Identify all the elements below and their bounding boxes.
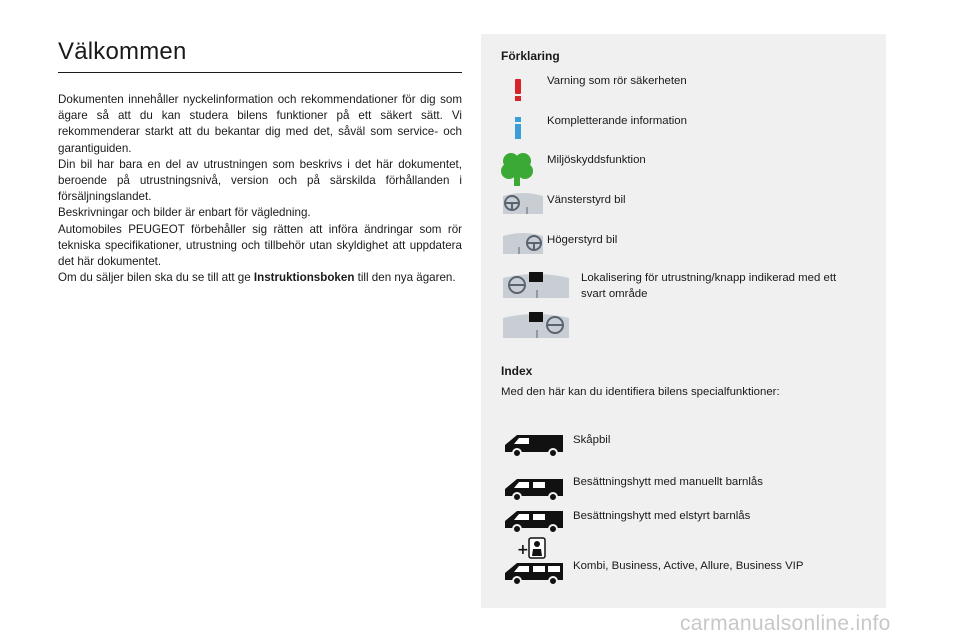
paragraph: Din bil har bara en del av utrustningen som beskrivs i det här dokumentet, beroende på utrustningsnivå, version och på särskilda förhållanden i försäljningslandet. (58, 157, 462, 204)
intro-text (58, 92, 462, 286)
index-label: Besättningshytt med manuellt barnlås (573, 476, 763, 488)
info-icon (511, 116, 525, 140)
legend-heading: Förklaring (501, 49, 560, 63)
left-hand-drive-icon (501, 192, 545, 218)
tree-icon (501, 151, 533, 187)
manual-name: Instruktionsboken (253, 271, 355, 285)
svg-text:+: + (517, 542, 529, 558)
panel-van-icon (503, 432, 565, 458)
exclamation-icon (511, 77, 525, 103)
paragraph: Beskrivningar och bilder är enbart för vägledning. (58, 206, 311, 220)
index-heading: Index (501, 364, 533, 378)
right-hand-drive-icon (501, 232, 545, 258)
text-run: Om du säljer bilen ska du se till att ge (58, 271, 254, 285)
paragraph: Dokumenten innehåller nyckelinformation och rekommendationer för dig som ägare så att du kan studera bilens funktioner på ett säkert sätt. Vi rekommenderar starkt att du bekantar dig med det, såväl som service- och garantiguiden. (58, 93, 462, 155)
crew-cab-electric-icon (503, 508, 565, 534)
index-label: Skåpbil (573, 434, 611, 446)
crew-cab-manual-icon (503, 476, 565, 502)
dashboard-location-icon (501, 310, 571, 340)
child-lock-icon (517, 536, 547, 560)
paragraph: Automobiles PEUGEOT förbehåller sig rätten att införa ändringar som rör tekniska specifikationer, utrustning och tillbehör utan skyldighet att uppdatera det här dokumentet. (58, 222, 462, 269)
legend-label: Lokalisering för utrustning/knapp indikerad med ett svart område (581, 272, 837, 300)
legend-label: Varning som rör säkerheten (547, 75, 687, 87)
legend-label: Kompletterande information (547, 115, 687, 127)
watermark: carmanualsonline.info (680, 612, 891, 635)
index-label: Kombi, Business, Active, Allure, Business VIP (573, 560, 804, 572)
index-label: Besättningshytt med elstyrt barnlås (573, 510, 751, 522)
legend-panel (481, 34, 886, 608)
legend-label: Miljöskyddsfunktion (547, 154, 646, 166)
page-title: Välkommen (58, 38, 187, 65)
legend-label: Högerstyrd bil (547, 234, 618, 246)
index-intro: Med den här kan du identifiera bilens specialfunktioner: (501, 386, 780, 398)
dashboard-location-icon (501, 270, 571, 300)
paragraph (58, 270, 462, 286)
legend-label: Vänsterstyrd bil (547, 194, 626, 206)
text-run: till den nya ägaren. (354, 271, 456, 285)
title-rule (58, 72, 462, 73)
combi-van-icon (503, 560, 565, 586)
